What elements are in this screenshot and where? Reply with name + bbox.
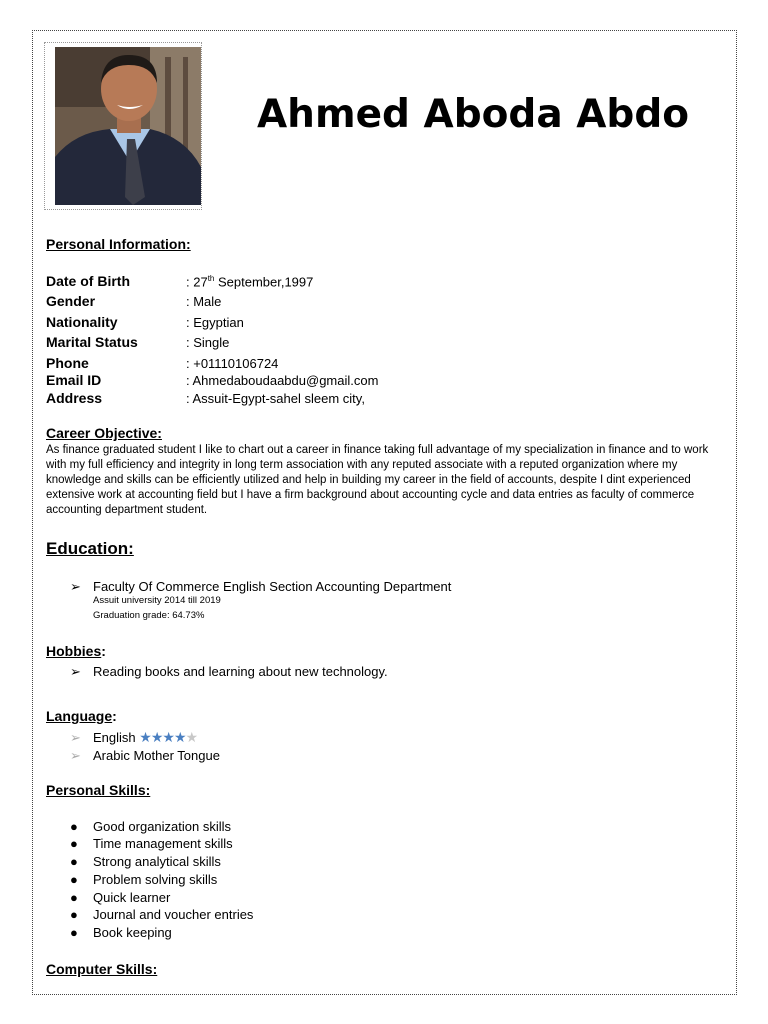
skill-item: ● Quick learner: [70, 890, 171, 905]
marital-status-label: Marital Status: [46, 334, 138, 350]
arrow-bullet-icon: ➢: [70, 664, 81, 679]
arrow-bullet-icon: ➢: [70, 748, 81, 763]
address-label: Address: [46, 390, 103, 406]
profile-photo: [55, 47, 201, 205]
email-label: Email ID: [46, 372, 102, 388]
dob-value: : 27th September,1997: [186, 274, 314, 290]
language-name: Arabic Mother Tongue: [93, 748, 220, 763]
language-english: [70, 729, 197, 746]
dot-bullet-icon: ●: [70, 890, 78, 905]
star-icon: ★: [162, 729, 174, 745]
heading-career-objective: Career Objective:: [46, 425, 162, 441]
heading-language: Language:: [46, 708, 117, 724]
star-icon: ★: [139, 729, 151, 745]
heading-hobbies: Hobbies:: [46, 643, 106, 659]
dot-bullet-icon: ●: [70, 907, 78, 922]
skill-item: ● Book keeping: [70, 925, 172, 940]
star-rating: [139, 729, 197, 745]
nationality-label: Nationality: [46, 314, 118, 330]
education-degree: [70, 579, 451, 595]
skill-item: ● Good organization skills: [70, 819, 232, 834]
education-university: Assuit university 2014 till 2019: [93, 595, 221, 606]
star-icon: ★: [150, 729, 163, 745]
phone-label: Phone: [46, 355, 89, 371]
address-value: : Assuit-Egypt-sahel sleem city,: [186, 391, 365, 406]
skill-item: ● Journal and voucher entries: [70, 907, 254, 922]
dot-bullet-icon: ●: [70, 836, 78, 851]
gender-label: Gender: [46, 293, 96, 309]
gender-value: : Male: [186, 294, 222, 309]
heading-personal-information: Personal Information:: [46, 236, 191, 252]
dob-label: Date of Birth: [46, 273, 130, 289]
dot-bullet-icon: ●: [70, 872, 78, 887]
heading-education: Education:: [46, 539, 134, 558]
dot-bullet-icon: ●: [70, 854, 78, 869]
hobby-item: ➢ Reading books and learning about new technology.: [70, 664, 388, 679]
language-name: English: [93, 730, 136, 745]
arrow-bullet-icon: ➢: [70, 579, 81, 594]
degree-text: Faculty Of Commerce English Section Accounting Department: [93, 579, 452, 594]
candidate-name: Ahmed Aboda Abdo: [257, 92, 690, 137]
arrow-bullet-icon: ➢: [70, 730, 81, 745]
phone-value: : +01110106724: [186, 356, 279, 371]
dot-bullet-icon: ●: [70, 925, 78, 940]
profile-photo-frame: [44, 42, 202, 210]
heading-computer-skills: Computer Skills:: [46, 961, 158, 977]
career-objective-text: As finance graduated student I like to chart out a career in finance taking full advantage of my specialization in finance and to work with my full efficiency and integrity in long term association with any reputed associate with a reputed organization where my knowledge and skills can be efficiently utilized and help in building my career in the field of accounts, despite I dint experienced extensive work at accounting field but I have a firm background about accounting cycle and data entries as faculty of commerce accounting department student.: [46, 444, 709, 516]
star-icon: ★: [173, 729, 186, 745]
nationality-value: : Egyptian: [186, 315, 244, 330]
skill-item: ● Problem solving skills: [70, 872, 218, 887]
heading-personal-skills: Personal Skills:: [46, 782, 151, 798]
skill-item: ● Strong analytical skills: [70, 854, 221, 869]
email-value: : Ahmedaboudaabdu@gmail.com: [186, 373, 379, 388]
dot-bullet-icon: ●: [70, 819, 78, 834]
education-grade: Graduation grade: 64.73%: [93, 610, 205, 621]
skill-item: ● Time management skills: [70, 836, 233, 851]
marital-status-value: : Single: [186, 335, 230, 350]
star-empty-icon: ★: [185, 729, 198, 745]
language-arabic: [70, 748, 220, 764]
